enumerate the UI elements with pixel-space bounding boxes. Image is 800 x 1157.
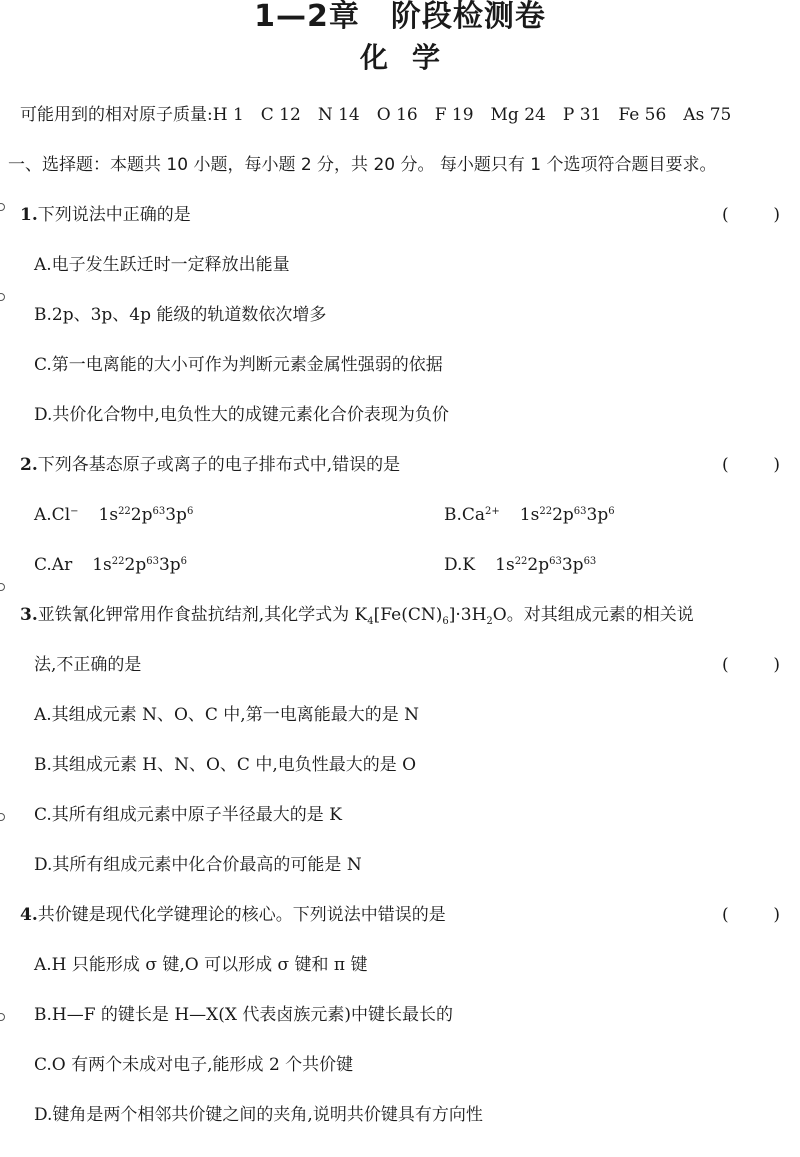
option-c: C.O 有两个未成对电子,能形成 2 个共价键 [34, 1055, 354, 1075]
question-number: 1. [20, 205, 38, 225]
answer-paren [722, 204, 780, 226]
option-a: A.H 只能形成 σ 键,O 可以形成 σ 键和 π 键 [34, 955, 368, 975]
paren-close: ) [773, 905, 780, 925]
question-2-stem [20, 454, 400, 476]
question-1-stem [20, 204, 191, 226]
option-d: D.其所有组成元素中化合价最高的可能是 N [34, 855, 362, 875]
question-text: 下列各基态原子或离子的电子排布式中,错误的是 [37, 455, 401, 475]
question-text: 下列说法中正确的是 [37, 205, 191, 225]
paren-open: ( [722, 905, 729, 925]
binding-hole-mark [0, 203, 5, 211]
question-number: 4. [20, 905, 38, 925]
question-text: 亚铁氰化钾常用作食盐抗结剂,其化学式为 K [37, 605, 368, 625]
electron-configuration: $1s^{22}2p^{63}3p^6$ [519, 505, 615, 525]
option-c [34, 554, 187, 576]
option-label: D.K [444, 555, 476, 575]
question-text: 共价键是现代化学键理论的核心。下列说法中错误的是 [37, 905, 446, 925]
ion-charge: − [70, 506, 79, 517]
binding-hole-mark [0, 813, 5, 821]
option-label: B.Ca [444, 505, 486, 525]
binding-hole-mark [0, 583, 5, 591]
paren-close: ) [773, 205, 780, 225]
option-b: B.H—F 的键长是 H—X(X 代表卤族元素)中键长最长的 [34, 1005, 454, 1025]
option-d [444, 554, 596, 576]
formula-part: ]·3H [448, 605, 487, 625]
answer-paren [722, 654, 780, 676]
option-b [444, 504, 615, 526]
option-c: C.其所有组成元素中原子半径最大的是 K [34, 805, 342, 825]
question-text: O。对其组成元素的相关说 [492, 605, 694, 625]
option-b: B.2p、3p、4p 能级的轨道数依次增多 [34, 305, 327, 325]
question-number: 2. [20, 455, 38, 475]
subscript: 2 [486, 616, 493, 627]
option-a: A.电子发生跃迁时一定释放出能量 [34, 255, 290, 275]
subscript: 6 [442, 616, 449, 627]
answer-paren [722, 904, 780, 926]
option-label: C.Ar [34, 555, 73, 575]
electron-configuration: $1s^{22}2p^{63}3p^6$ [92, 555, 188, 575]
option-b: B.其组成元素 H、N、O、C 中,电负性最大的是 O [34, 755, 417, 775]
answer-paren [722, 454, 780, 476]
paren-close: ) [773, 655, 780, 675]
option-d: D.共价化合物中,电负性大的成键元素化合价表现为负价 [34, 405, 449, 425]
question-4-stem [20, 904, 446, 926]
option-c: C.第一电离能的大小可作为判断元素金属性强弱的依据 [34, 355, 443, 375]
option-d: D.键角是两个相邻共价键之间的夹角,说明共价键具有方向性 [34, 1105, 483, 1125]
paren-open: ( [722, 655, 729, 675]
question-number: 3. [20, 605, 38, 625]
paren-close: ) [773, 455, 780, 475]
ion-charge: 2+ [485, 506, 500, 517]
paren-open: ( [722, 205, 729, 225]
option-label: A.Cl [34, 505, 71, 525]
option-a: A.其组成元素 N、O、C 中,第一电离能最大的是 N [34, 705, 419, 725]
paren-open: ( [722, 455, 729, 475]
subscript: 4 [367, 616, 374, 627]
option-a [34, 504, 193, 526]
formula-part: [Fe(CN) [373, 605, 443, 625]
electron-configuration: $1s^{22}2p^{63}3p^6$ [98, 505, 194, 525]
binding-hole-mark [0, 293, 5, 301]
section-heading: 一、选择题：本题共 10 小题，每小题 2 分，共 20 分。 每小题只有 1 个选项符合题目要求。 [8, 155, 717, 175]
question-3-stem [20, 604, 694, 626]
question-3-stem-cont: 法,不正确的是 [34, 655, 142, 675]
exam-title: 1—2章 阶段检测卷 [254, 0, 546, 34]
subject-title: 化学 [359, 41, 464, 74]
electron-configuration: $1s^{22}2p^{63}3p^{63}$ [495, 555, 597, 575]
atomic-masses-line: 可能用到的相对原子质量:H 1 C 12 N 14 O 16 F 19 Mg 24 P 31 Fe 56 As 75 [20, 105, 732, 125]
binding-hole-mark [0, 1013, 5, 1021]
